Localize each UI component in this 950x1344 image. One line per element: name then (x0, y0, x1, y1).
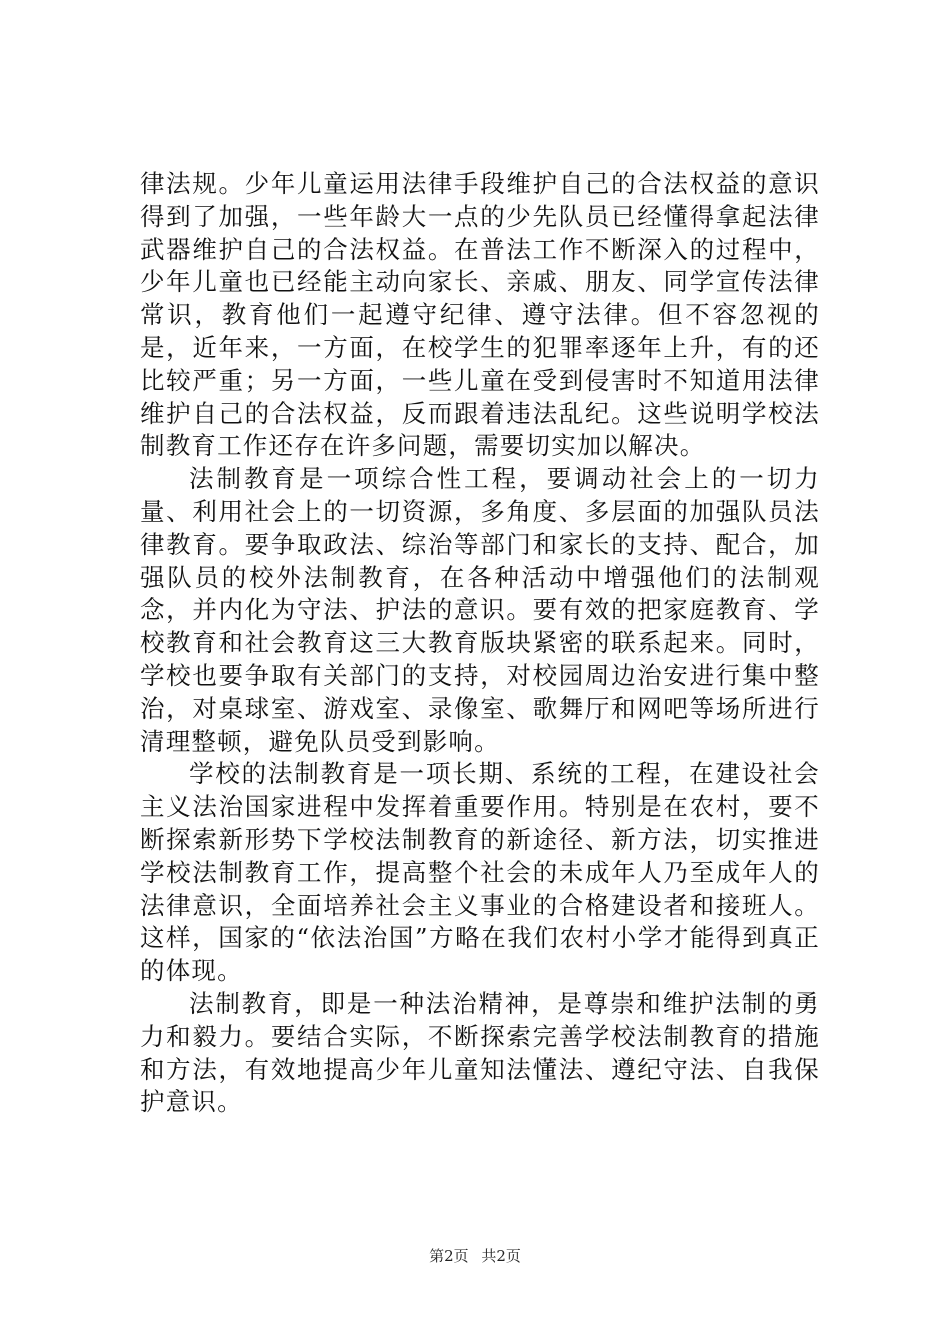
paragraph: 学校的法制教育是一项长期、系统的工程，在建设社会主义法治国家进程中发挥着重要作用。特别是在农村，要不断探索新形势下学校法制教育的新途径、新方法，切实推进学校法制教育工作，提高整个社会的未成年人乃至成年人的法律意识，全面培养社会主义事业的合格建设者和接班人。这样，国家的“依法治国”方略在我们农村小学才能得到真正的体现。 (140, 759, 820, 986)
page-number-total: 共2页 (481, 1247, 521, 1265)
document-body (140, 168, 820, 1119)
page-footer (0, 1245, 950, 1266)
page-number-current: 第2页 (429, 1247, 469, 1265)
paragraph-continued: 律法规。少年儿童运用法律手段维护自己的合法权益的意识得到了加强，一些年龄大一点的少先队员已经懂得拿起法律武器维护自己的合法权益。在普法工作不断深入的过程中，少年儿童也已经能主动向家长、亲戚、朋友、同学宣传法律常识，教育他们一起遵守纪律、遵守法律。但不容忽视的是，近年来，一方面，在校学生的犯罪率逐年上升，有的还比较严重；另一方面，一些儿童在受到侵害时不知道用法律维护自己的合法权益，反而跟着违法乱纪。这些说明学校法制教育工作还存在许多问题，需要切实加以解决。 (140, 169, 820, 461)
paragraph: 法制教育是一项综合性工程，要调动社会上的一切力量、利用社会上的一切资源，多角度、多层面的加强队员法律教育。要争取政法、综治等部门和家长的支持、配合，加强队员的校外法制教育，在各种活动中增强他们的法制观念，并内化为守法、护法的意识。要有效的把家庭教育、学校教育和社会教育这三大教育版块紧密的联系起来。同时，学校也要争取有关部门的支持，对校园周边治安进行集中整治，对桌球室、游戏室、录像室、歌舞厅和网吧等场所进行清理整顿，避免队员受到影响。 (140, 464, 820, 756)
paragraph: 法制教育，即是一种法治精神，是尊崇和维护法制的勇力和毅力。要结合实际，不断探索完善学校法制教育的措施和方法，有效地提高少年儿童知法懂法、遵纪守法、自我保护意识。 (140, 988, 820, 1117)
